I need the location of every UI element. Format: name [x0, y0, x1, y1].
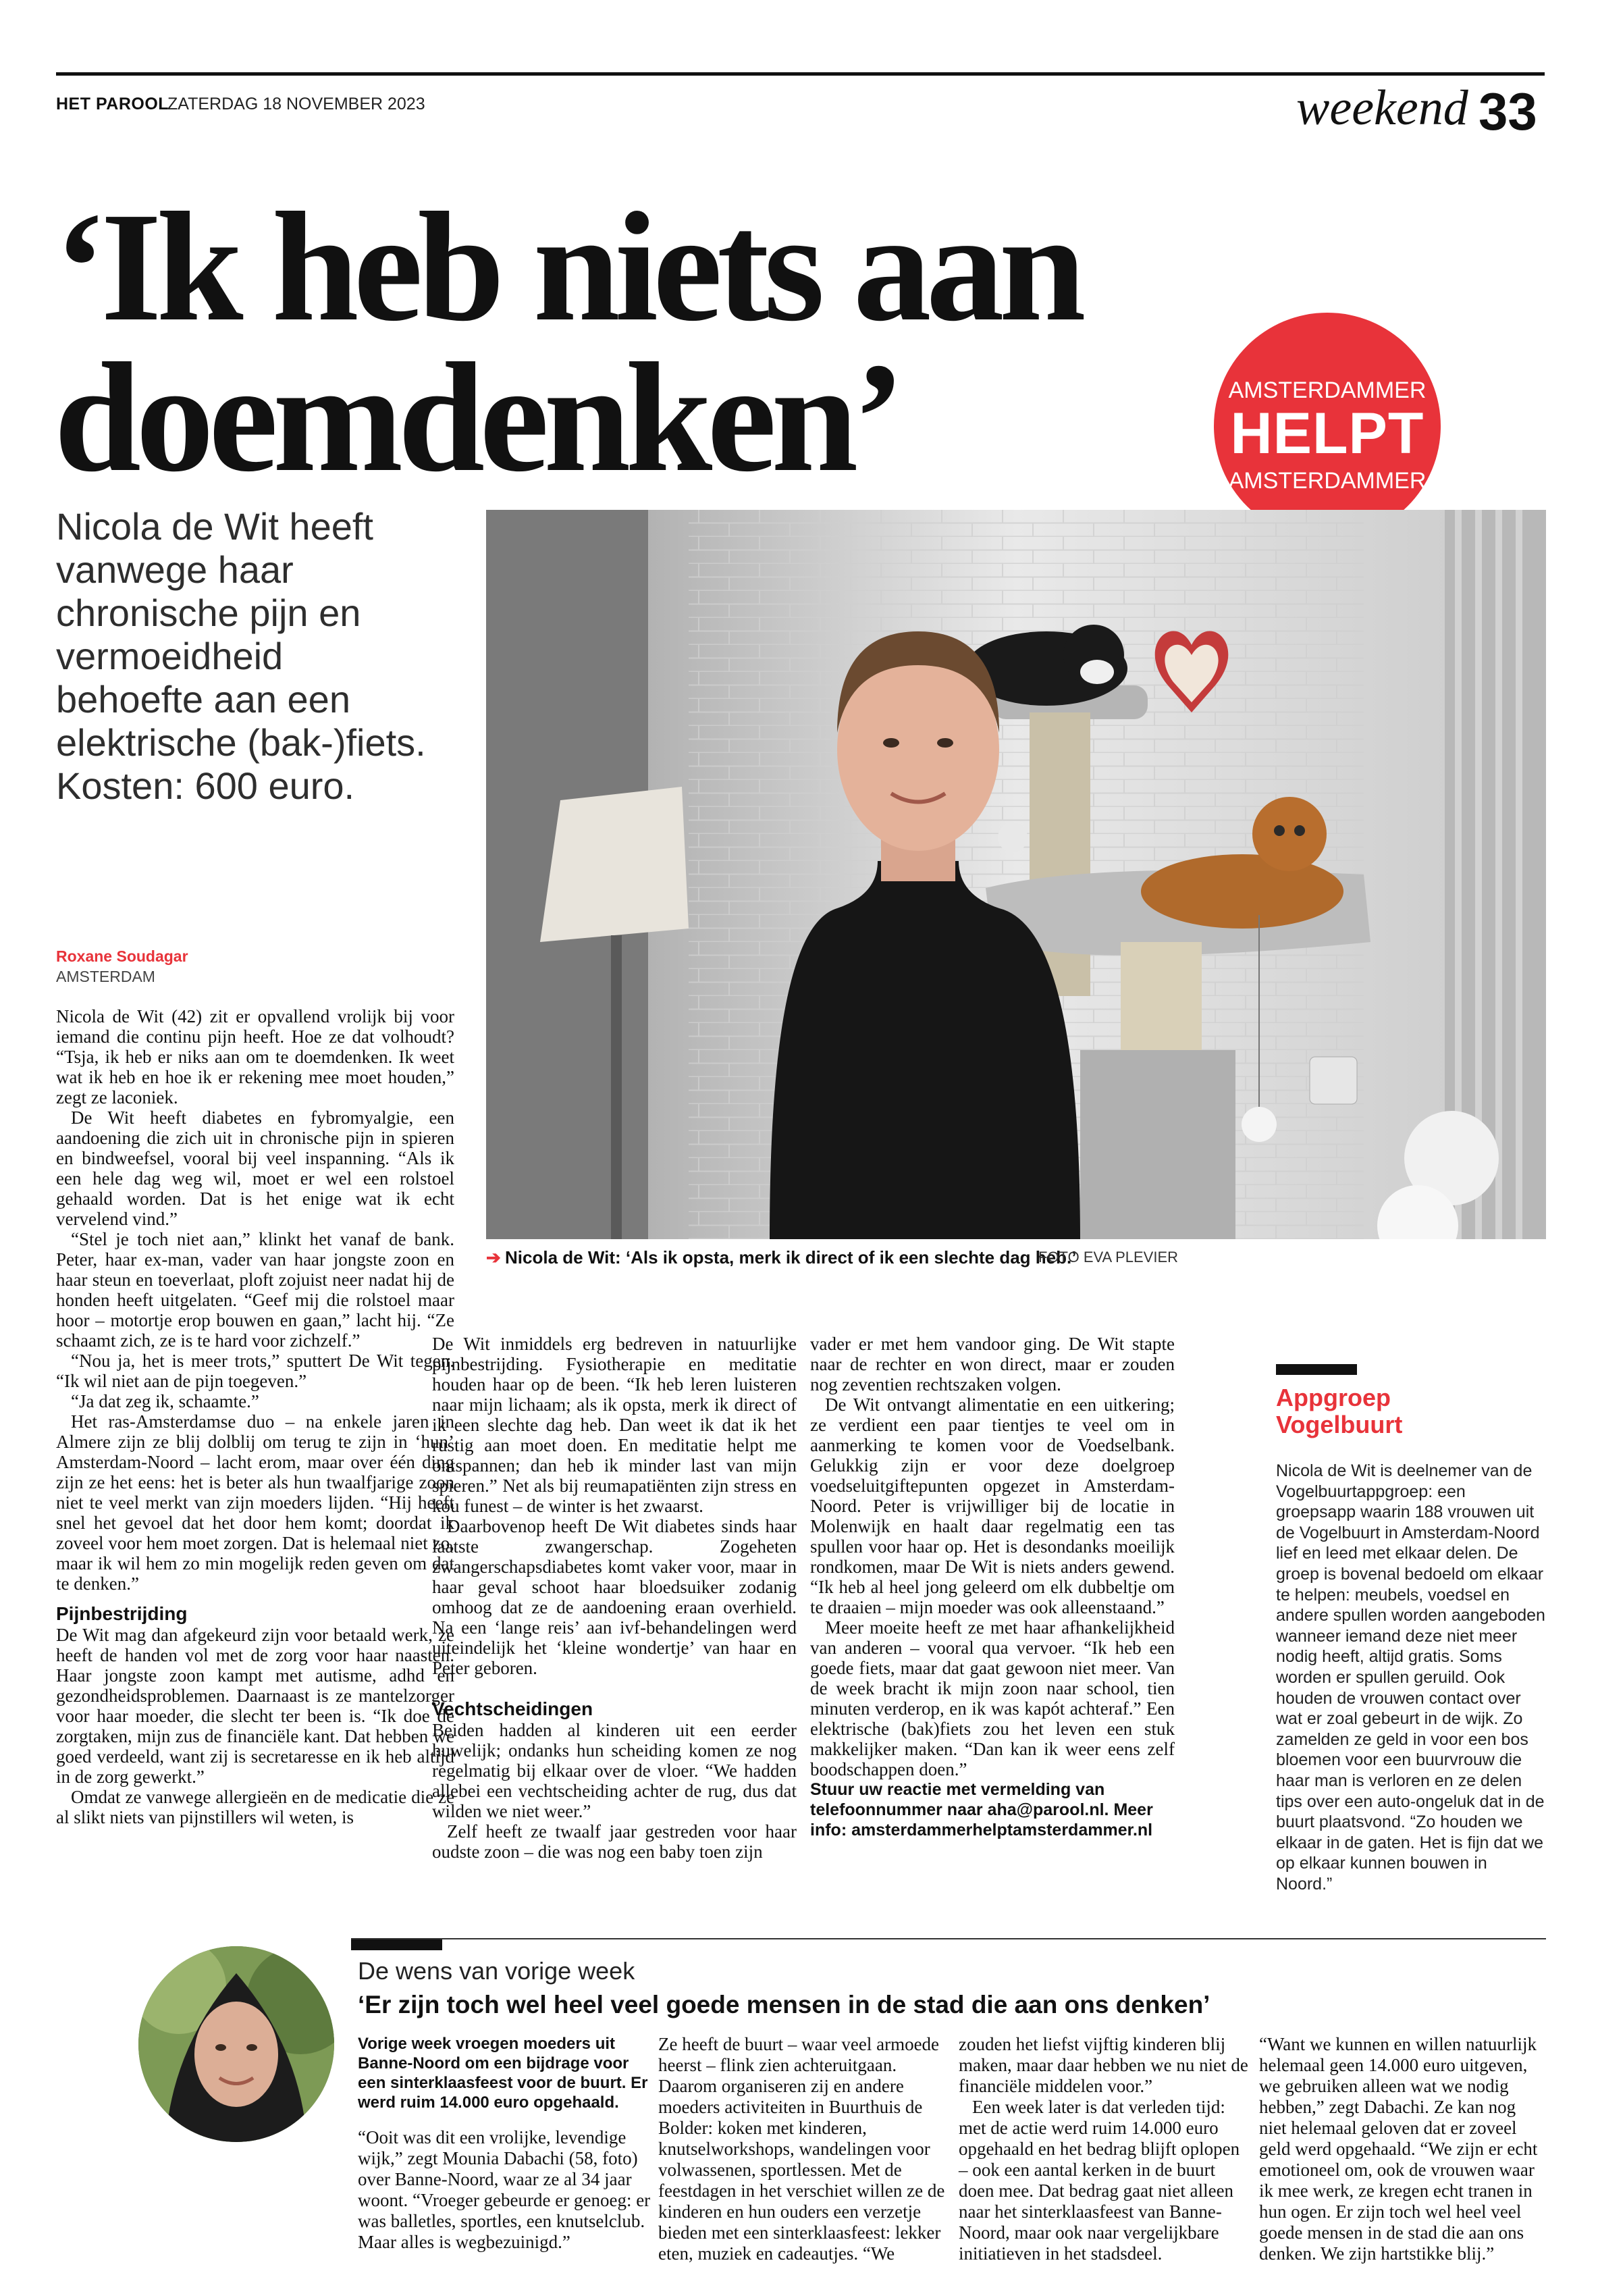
bottom-column-4	[1259, 2034, 1546, 2264]
byline-location: AMSTERDAM	[56, 968, 155, 985]
bottom-paragraph: zouden het liefst vijftig kinderen blij maken, maar daar hebben we nu niet de financiële middelen voor.”	[959, 2034, 1248, 2096]
sidebar-title-line-1: Appgroep	[1276, 1384, 1391, 1411]
article-paragraph: De Wit mag dan afgekeurd zijn voor betaald werk, ze heeft de handen vol met de zorg voor haar naasten. Haar jongste zoon kampt met autisme, adhd en gezondheidsproblemen. Daarnaast is ze mantelzorger voor haar moeder, die slecht ter been is. “Ik doe de zorgtaken, mijn zus de financiële kant. Dat hebben we goed verdeeld, want zij is secretaresse en ik heb altijd in de zorg gewerkt.”	[56, 1625, 454, 1787]
sidebar-title-line-2: Vogelbuurt	[1276, 1411, 1403, 1438]
sidebar-title	[1276, 1384, 1402, 1438]
bottom-column-3	[959, 2034, 1249, 2264]
subheading-pijnbestrijding: Pijnbestrijding	[56, 1603, 188, 1624]
headline-line-1: ‘Ik heb niets aan	[54, 180, 1081, 354]
headline-line-2: doemdenken’	[54, 330, 900, 504]
photo-caption: Nicola de Wit: ‘Als ik opsta, merk ik direct of ik een slechte dag heb.’	[505, 1247, 1077, 1268]
intro-text: Nicola de Wit heeft vanwege haar chronische pijn en vermoeidheid behoefte aan een elektrische (bak-)fiets. Kosten: 600 euro.	[56, 505, 426, 807]
campaign-badge	[1214, 313, 1441, 540]
bottom-paragraph: “Want we kunnen en willen natuurlijk helemaal geen 14.000 euro uitgeven, we gebruiken alleen wat we nodig hebben,” zegt Dabachi. Ze kan nog niet helemaal geloven dat er zoveel geld werd opgehaald. “We zijn er echt emotioneel om, ook de vrouwen waar ik mee werk, ze kregen echt tranen in hun ogen. Er zijn toch wel heel veel goede mensen in de stad die aan ons denken. We zijn hartstikke blij.”	[1259, 2034, 1538, 2264]
bottom-kicker: De wens van vorige week	[358, 1957, 635, 1985]
article-paragraph: Nicola de Wit (42) zit er opvallend vrolijk bij voor iemand die continu pijn heeft. Hoe ze dat volhoudt? “Tsja, ik heb er niks aan om te doemdenken. Ik weet wat ik heb en hoe ik er rekening mee moet houden,” zegt ze laconiek.	[56, 1006, 454, 1107]
article-paragraph: Meer moeite heeft ze met haar afhankelijkheid van anderen – vooral qua vervoer. “Ik heb een goede fiets, maar dat gaat gewoon niet meer. Van de week bracht ik mijn zoon naar school, tien minuten verderop, en ik was kapót achteraf.” Een elektrische (bak)fiets zou het leven een stuk makkelijker maken. “Dan kan ik weer eens zelf boodschappen doen.”	[810, 1617, 1175, 1779]
masthead-date: ZATERDAG 18 NOVEMBER 2023	[167, 95, 425, 113]
article-paragraph: Omdat ze vanwege allergieën en de medicatie die ze al slikt niets van pijnstillers wil weten, is	[56, 1787, 454, 1827]
contact-info: Stuur uw reactie met vermelding van telefoonnummer naar aha@parool.nl. Meer info: amsterdammerhelptamsterdammer.nl	[810, 1780, 1153, 1840]
byline-author: Roxane Soudagar	[56, 947, 188, 965]
article-paragraph: “Stel je toch niet aan,” klinkt het vanaf de bank. Peter, haar ex-man, vader van haar jongste zoon en haar steun en toeverlaat, ploft zojuist neer nadat hij de honden heeft uitgelaten. “Geef mij die rolstoel maar hoor – motortje erop bouwen en gaan,” lacht hij. “Ze schaamt zich, ze is te hard voor zichzelf.”	[56, 1229, 454, 1351]
badge-line-1: AMSTERDAMMER	[1228, 377, 1427, 403]
article-paragraph: Daarbovenop heeft De Wit diabetes sinds haar laatste zwangerschap. Zogeheten zwangerschapsdiabetes komt vaker voor, maar in haar geval schoot haar bloedsuiker zodanig omhoog dat ze de aandoening eraan overhield. Na een ‘lange reis’ aan ivf-behandelingen werd uiteindelijk het ‘kleine wondertje’ van haar en Peter geboren.	[432, 1516, 797, 1678]
bottom-paragraph: “Ooit was dit een vrolijke, levendige wijk,” zegt Mounia Dabachi (58, foto) over Banne-Noord, waar ze al 34 jaar woont. “Vroeger gebeurde er genoeg: er was balletles, sportles, een knutselclub. Maar alles is wegbezuinigd.”	[358, 2127, 651, 2252]
badge-line-3: AMSTERDAMMER	[1228, 468, 1427, 494]
bottom-column-2	[658, 2034, 949, 2264]
portrait-illustration	[138, 1946, 334, 2142]
sidebar-text: Nicola de Wit is deelnemer van de Vogelbuurtappgroep: een groepsapp waarin 188 vrouwen uit de Vogelbuurt in Amsterdam-Noord lief en leed met elkaar delen. De groep is bovenal bedoeld om elkaar te helpen: meubels, voedsel en andere spullen worden aangeboden wanneer iemand deze niet meer nodig heeft, altijd gratis. Soms worden er spullen geruild. Ook houden de vrouwen contact over wat er zoal gebeurt in de wijk. Zo zamelden ze geld in voor een bos bloemen voor een buurvrouw die haar man is verloren en ze delen tips over een auto-ongeluk dat in de buurt plaatsvond. “Zo houden we elkaar in de gaten. Het is fijn dat we op elkaar kunnen bouwen in Noord.”	[1276, 1461, 1545, 1894]
article-paragraph: “Nou ja, het is meer trots,” sputtert De Wit tegen. “Ik wil niet aan de pijn toegeven.”	[56, 1351, 454, 1391]
section-name: weekend	[1296, 80, 1468, 136]
main-photo	[486, 510, 1546, 1239]
bottom-paragraph: Een week later is dat verleden tijd: met de actie werd ruim 14.000 euro opgehaald en het bedrag blijft oplopen – ook een aantal kerken in de buurt doen mee. Dat bedrag gaat niet alleen naar het sinterklaasfeest van Banne-Noord, maar ook naar vergelijkbare initiatieven in het stadsdeel.	[959, 2097, 1240, 2264]
masthead-paper-name: HET PAROOL	[56, 95, 169, 113]
article-paragraph: Het ras-Amsterdamse duo – na enkele jaren in Almere zijn ze blij dolblij om terug te zijn in ‘hun’ Amsterdam-Noord – lacht erom, maar over één ding zijn ze het eens: het is beter als hun twaalfjarige zoon niet te veel merkt van zijn moeders lijden. “Hij heeft snel het gevoel dat het door hem komt; doordat ik zoveel voor hem moet zorgen. Dat is helemaal niet zo, maar ik wil hem zo min mogelijk reden geven om dat te denken.”	[56, 1411, 454, 1594]
bottom-lead: Vorige week vroegen moeders uit Banne-Noord om een bijdrage voor een sinterklaasfeest voor de buurt. Er werd ruim 14.000 euro opgehaald.	[358, 2035, 648, 2112]
bottom-section-rule	[351, 1938, 1546, 1939]
article-column-1	[56, 1006, 454, 1827]
photo-illustration	[486, 510, 1546, 1239]
badge-line-2: HELPT	[1230, 401, 1424, 466]
article-paragraph: Beiden hadden al kinderen uit een eerder huwelijk; ondanks hun scheiding komen ze nog regelmatig bij elkaar over de vloer. “We hadden allebei een vechtscheiding achter de rug, dus dat wilden we niet weer.”	[432, 1720, 797, 1821]
subheading-vechtscheidingen: Vechtscheidingen	[432, 1698, 593, 1719]
article-paragraph: Zelf heeft ze twaalf jaar gestreden voor haar oudste zoon – die was nog een baby toen zijn	[432, 1821, 797, 1862]
page-number: 33	[1479, 82, 1537, 141]
article-paragraph: De Wit heeft diabetes en fybromyalgie, een aandoening die zich uit in chronische pijn in spieren en bindweefsel, vooral bij veel inspanning. “Als ik een hele dag weg wil, moet er wel een rolstoel gehaald worden. Dat is het enige wat ik echt vervelend vind.”	[56, 1107, 454, 1229]
portrait-photo	[138, 1946, 334, 2142]
article-column-3	[810, 1334, 1175, 1840]
sidebar-rule	[1276, 1364, 1357, 1375]
article-paragraph: vader er met hem vandoor ging. De Wit stapte naar de rechter en won direct, maar er zouden nog zeventien rechtszaken volgen.	[810, 1334, 1175, 1394]
bottom-headline: ‘Er zijn toch wel heel veel goede mensen in de stad die aan ons denken’	[358, 1991, 1210, 2018]
article-paragraph: De Wit ontvangt alimentatie en een uitkering; ze verdient een paar tientjes te veel om in aanmerking te komen voor de Voedselbank. Gelukkig zijn er voor deze doelgroep voedseluitgiftepunten opgezet in Amsterdam-Noord. Peter is vrijwilliger bij de locatie in Molenwijk en haalt daar regelmatig een tas spullen voor haar op. Het is desondanks moeilijk rondkomen, maar De Wit is niets anders gewend. “Ik heb al heel jong geleerd om elk dubbeltje om te draaien – mijn moeder was ook alleenstaand.”	[810, 1394, 1175, 1617]
headline	[54, 180, 1202, 504]
arrow-right-icon: ➔	[486, 1247, 501, 1268]
article-paragraph: “Ja dat zeg ik, schaamte.”	[71, 1391, 259, 1411]
bottom-paragraph: Ze heeft de buurt – waar veel armoede heerst – flink zien achteruitgaan. Daarom organiseren zij en andere moeders activiteiten in Buurthuis de Bolder: koken met kinderen, knutselworkshops, wandelingen voor volwassenen, sportlessen. Met de feestdagen in het verschiet willen ze de kinderen en hun ouders een verzetje bieden met een sinterklaasfeest: lekker eten, muziek en cadeautjes. “We	[658, 2034, 945, 2264]
photo-credit: FOTO EVA PLEVIER	[1038, 1249, 1179, 1266]
bottom-column-1	[358, 2034, 655, 2253]
article-paragraph: De Wit inmiddels erg bedreven in natuurlijke pijnbestrijding. Fysiotherapie en meditatie houden haar op de been. “Ik heb leren luisteren naar mijn lichaam; als ik opsta, merk ik direct of ik een slechte dag heb. Dan weet ik dat ik het rustig aan moet doen. En meditatie helpt me ontspannen; dan heb ik minder last van mijn spieren.” Net als bij reumapatiënten zijn stress en kou funest – de winter is het zwaarst.	[432, 1334, 797, 1516]
top-rule	[56, 72, 1545, 76]
article-column-2	[432, 1334, 797, 1862]
bottom-section-bar	[351, 1939, 442, 1950]
